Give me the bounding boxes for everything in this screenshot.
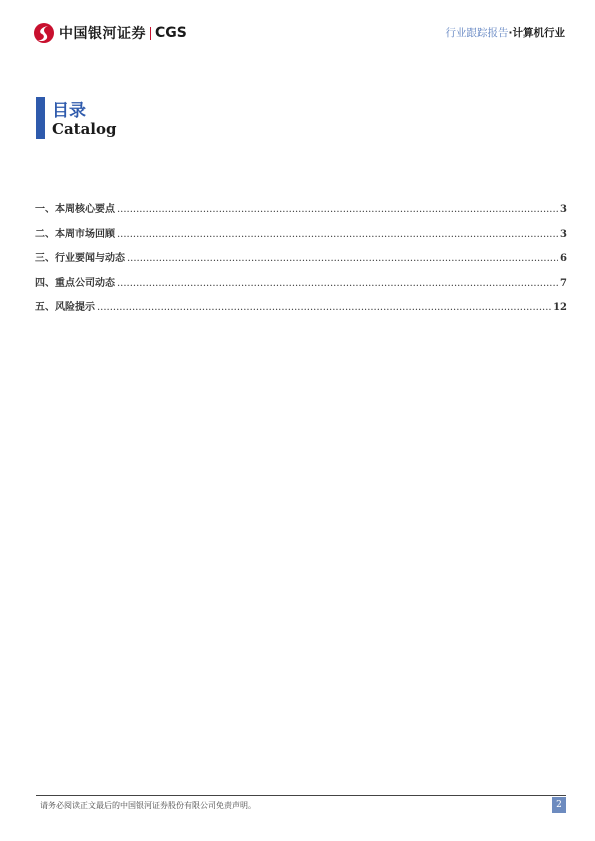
- toc-entry-label[interactable]: 三、行业要闻与动态: [35, 253, 125, 264]
- toc-entry-label[interactable]: 一、本周核心要点: [35, 204, 115, 215]
- toc-leader-dots: [97, 302, 551, 313]
- page-title-cn: 目录: [52, 101, 86, 121]
- toc-entry-page[interactable]: 6: [560, 253, 567, 264]
- toc-entry[interactable]: [35, 274, 567, 299]
- toc-leader-dots: [117, 278, 558, 289]
- page-header: [0, 0, 595, 50]
- title-accent-bar: [36, 97, 45, 139]
- toc-entry-label[interactable]: 四、重点公司动态: [35, 277, 115, 289]
- toc-entry-label[interactable]: 二、本周市场回顾: [35, 228, 115, 240]
- toc-leader-dots: [117, 204, 558, 215]
- toc-entry[interactable]: [35, 225, 567, 250]
- logo-separator: [150, 27, 151, 40]
- toc-entry[interactable]: [35, 249, 567, 274]
- toc-entry-label[interactable]: 五、风险提示: [35, 302, 95, 313]
- toc-entry-page[interactable]: 7: [560, 277, 567, 289]
- footer-divider: [36, 795, 566, 796]
- toc-entry[interactable]: [35, 200, 567, 225]
- page-number-badge: 2: [552, 797, 566, 813]
- table-of-contents: [35, 200, 567, 323]
- toc-entry-page[interactable]: 3: [560, 228, 567, 240]
- footer-disclaimer: 请务必阅读正文最后的中国银河证券股份有限公司免责声明。: [40, 801, 256, 810]
- toc-entry-page[interactable]: 12: [553, 302, 567, 313]
- company-logo: [33, 22, 187, 44]
- toc-leader-dots: [117, 229, 558, 240]
- toc-leader-dots: [127, 253, 558, 264]
- toc-entry-page[interactable]: 3: [560, 204, 567, 215]
- report-type: [446, 25, 566, 40]
- logo-chinese-name: 中国银河证券: [59, 26, 146, 42]
- cgs-logo-icon: [33, 22, 55, 44]
- report-type-industry: ·计算机行业: [508, 27, 565, 39]
- report-type-prefix: 行业跟踪报告: [445, 27, 509, 39]
- toc-entry[interactable]: [35, 298, 567, 323]
- logo-english-name: CGS: [155, 25, 187, 41]
- page-title-en: Catalog: [52, 120, 117, 138]
